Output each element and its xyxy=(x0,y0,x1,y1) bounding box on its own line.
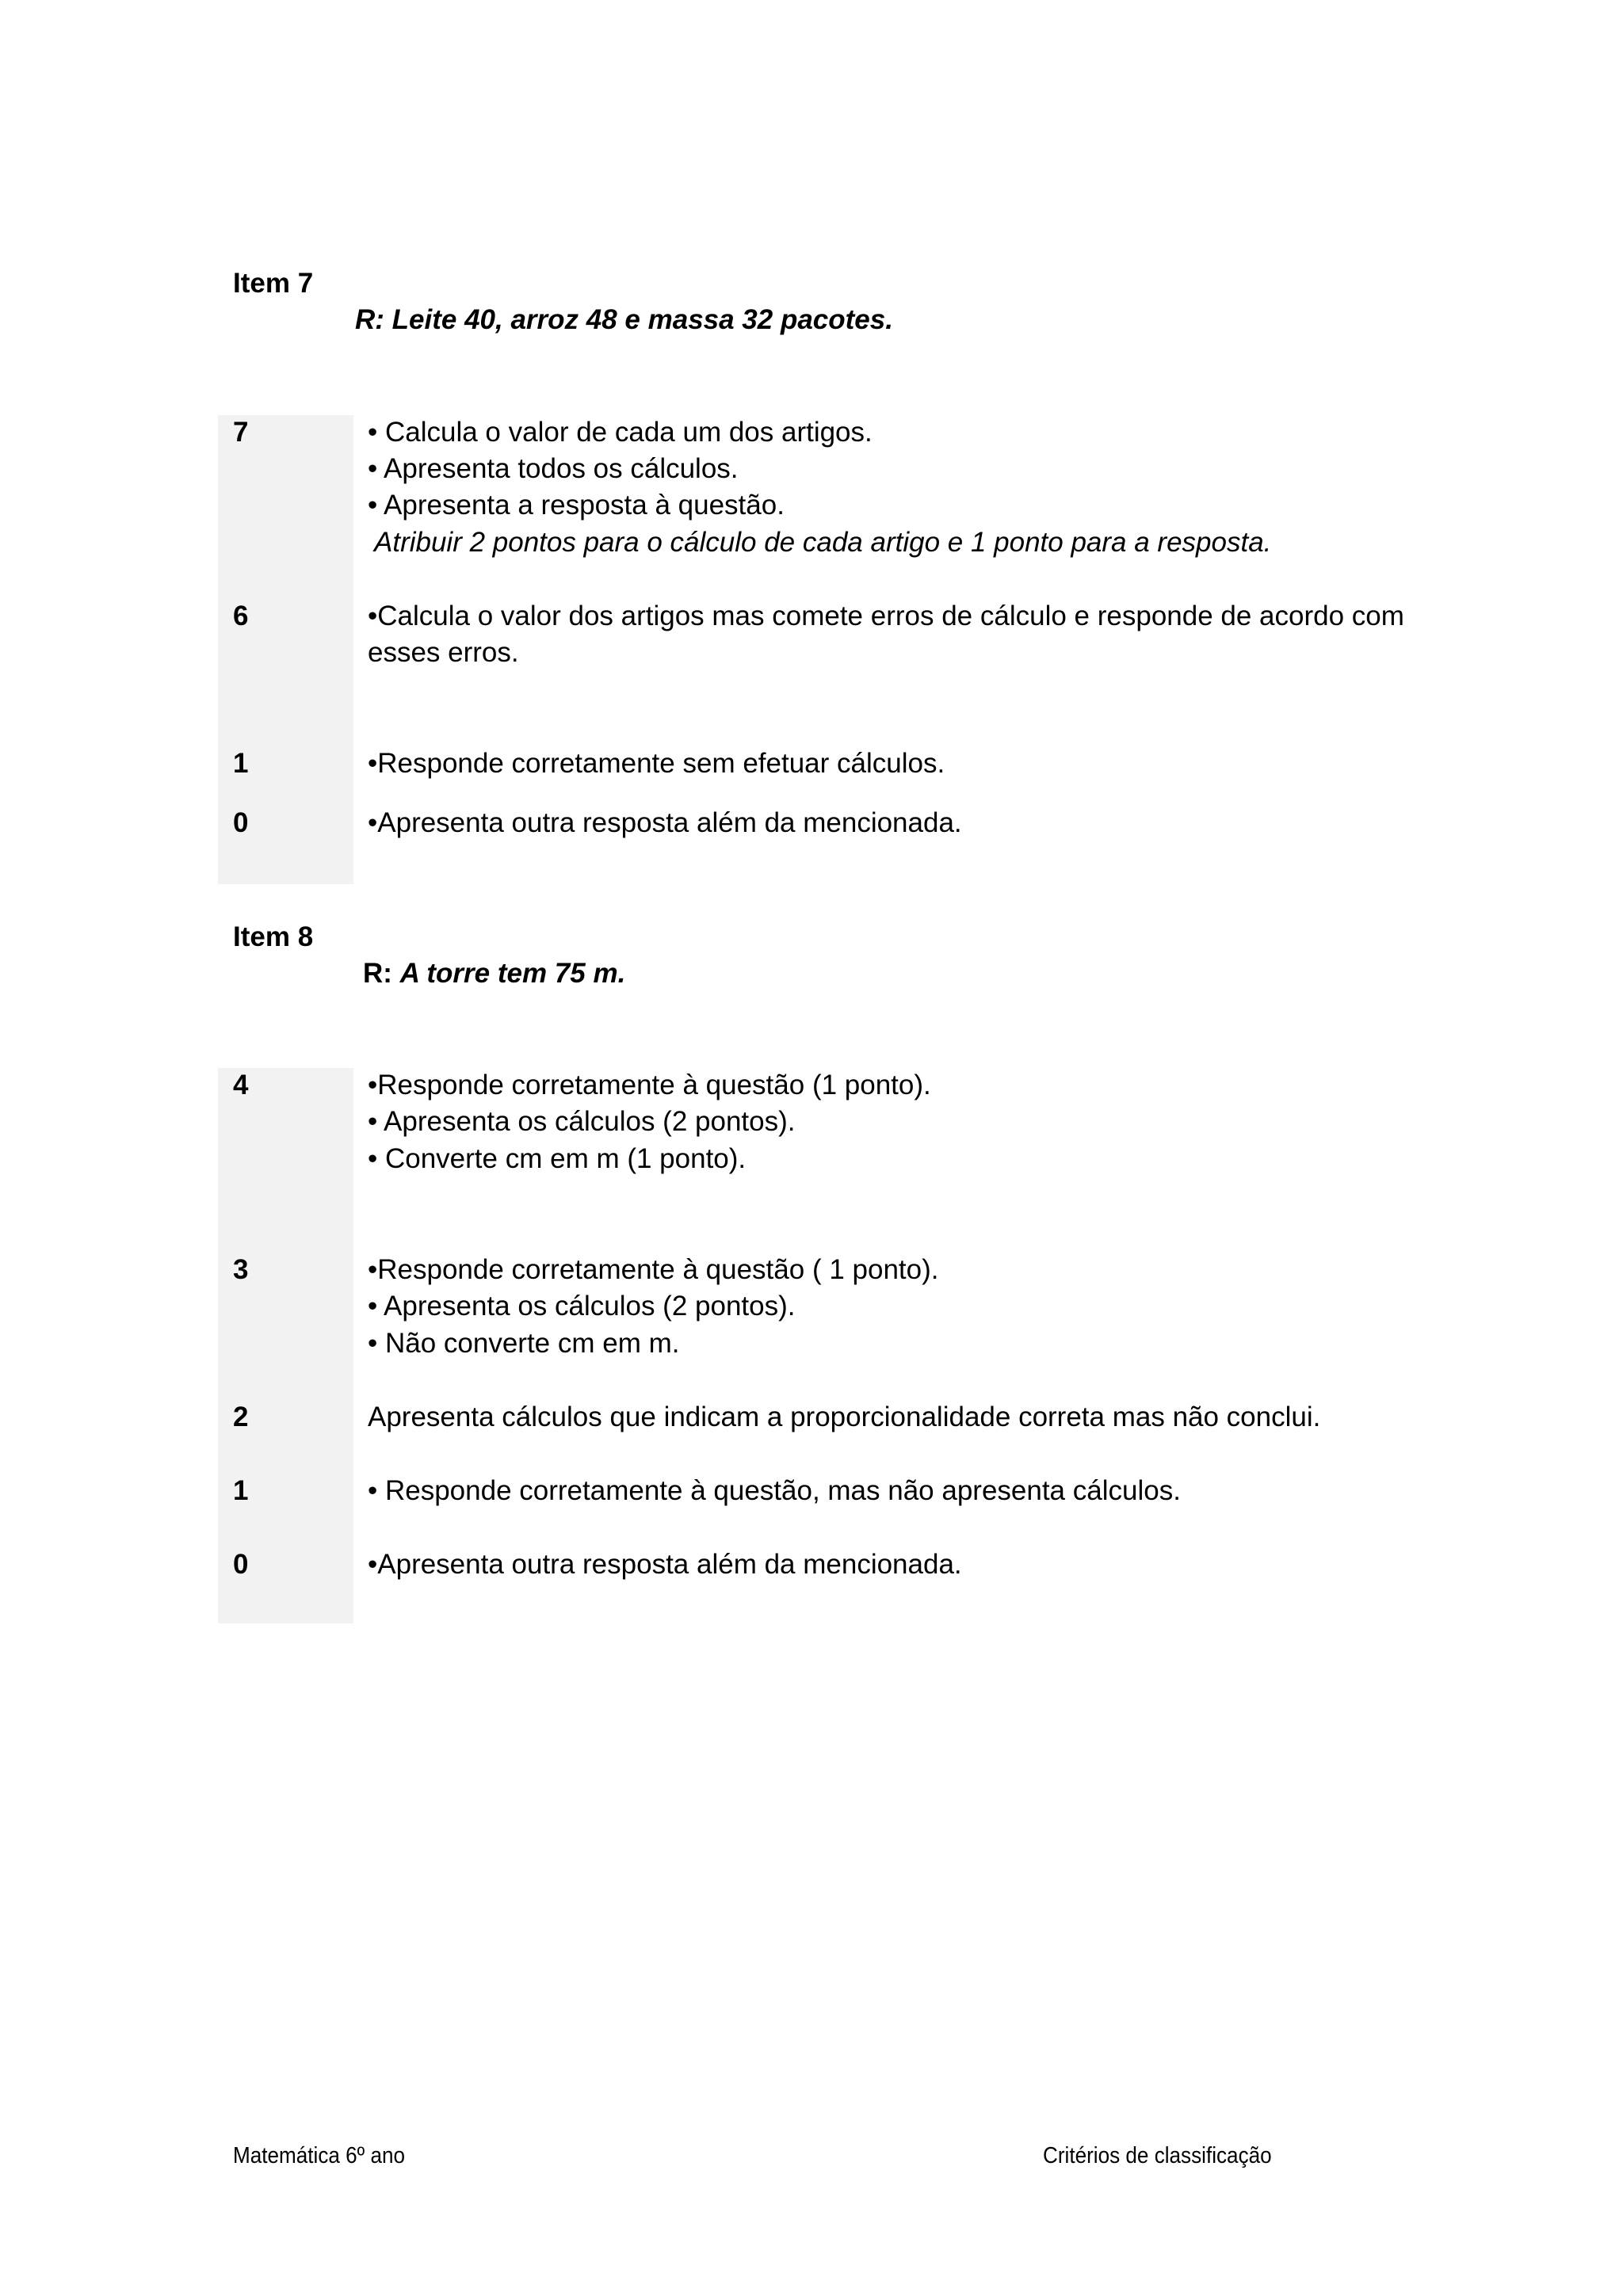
item-7-score-7: 7 xyxy=(233,417,249,448)
item-8-crit-2-line-1: Apresenta cálculos que indicam a proporcionalidade correta mas não conclui. xyxy=(368,1402,1321,1432)
item-7-crit-6-line-1: •Calcula o valor dos artigos mas comete erros de cálculo e responde de acordo com xyxy=(368,601,1404,631)
item-7-crit-1-line-1: •Responde corretamente sem efetuar cálculos. xyxy=(368,748,945,779)
item-7-crit-6-line-2: esses erros. xyxy=(368,637,519,668)
item-8-crit-4-line-3: • Converte cm em m (1 ponto). xyxy=(368,1143,747,1174)
item-7-score-1: 1 xyxy=(233,748,249,779)
item-8-crit-3-line-2: • Apresenta os cálculos (2 pontos). xyxy=(368,1291,796,1322)
footer-document-type: Critérios de classificação xyxy=(1043,2143,1272,2168)
item-8-score-column xyxy=(218,1068,353,1623)
item-7-crit-0-line-1: •Apresenta outra resposta além da mencionada. xyxy=(368,807,962,838)
item-7-heading: Item 7 xyxy=(233,268,314,299)
item-7-crit-7-note: Atribuir 2 pontos para o cálculo de cada artigo e 1 ponto para a resposta. xyxy=(374,527,1272,558)
item-7-crit-7-line-2: • Apresenta todos os cálculos. xyxy=(368,453,739,484)
item-8-answer-text: A torre tem 75 m. xyxy=(399,958,626,989)
item-8-crit-0-line-1: •Apresenta outra resposta além da mencionada. xyxy=(368,1549,962,1580)
item-8-crit-3-line-1: •Responde corretamente à questão ( 1 ponto). xyxy=(368,1254,939,1285)
item-7-answer-text: R: Leite 40, arroz 48 e massa 32 pacotes. xyxy=(355,304,893,335)
item-8-score-4: 4 xyxy=(233,1070,249,1100)
item-7-answer xyxy=(355,304,893,336)
item-8-score-3: 3 xyxy=(233,1254,249,1285)
item-7-crit-7-line-1: • Calcula o valor de cada um dos artigos. xyxy=(368,417,873,448)
item-7-crit-7-line-3: • Apresenta a resposta à questão. xyxy=(368,490,785,521)
item-8-crit-1-line-1: • Responde corretamente à questão, mas não apresenta cálculos. xyxy=(368,1475,1181,1506)
item-7-score-0: 0 xyxy=(233,807,249,838)
item-8-crit-4-line-1: •Responde corretamente à questão (1 ponto). xyxy=(368,1070,931,1100)
item-8-answer xyxy=(363,958,625,990)
item-8-score-0: 0 xyxy=(233,1549,249,1580)
item-8-heading: Item 8 xyxy=(233,921,314,952)
item-8-score-1: 1 xyxy=(233,1475,249,1506)
item-8-crit-3-line-3: • Não converte cm em m. xyxy=(368,1328,680,1359)
footer-subject: Matemática 6º ano xyxy=(233,2143,405,2168)
item-8-crit-4-line-2: • Apresenta os cálculos (2 pontos). xyxy=(368,1106,796,1137)
item-8-score-2: 2 xyxy=(233,1402,249,1432)
item-7-score-6: 6 xyxy=(233,601,249,631)
item-8-answer-prefix: R: xyxy=(363,958,400,989)
